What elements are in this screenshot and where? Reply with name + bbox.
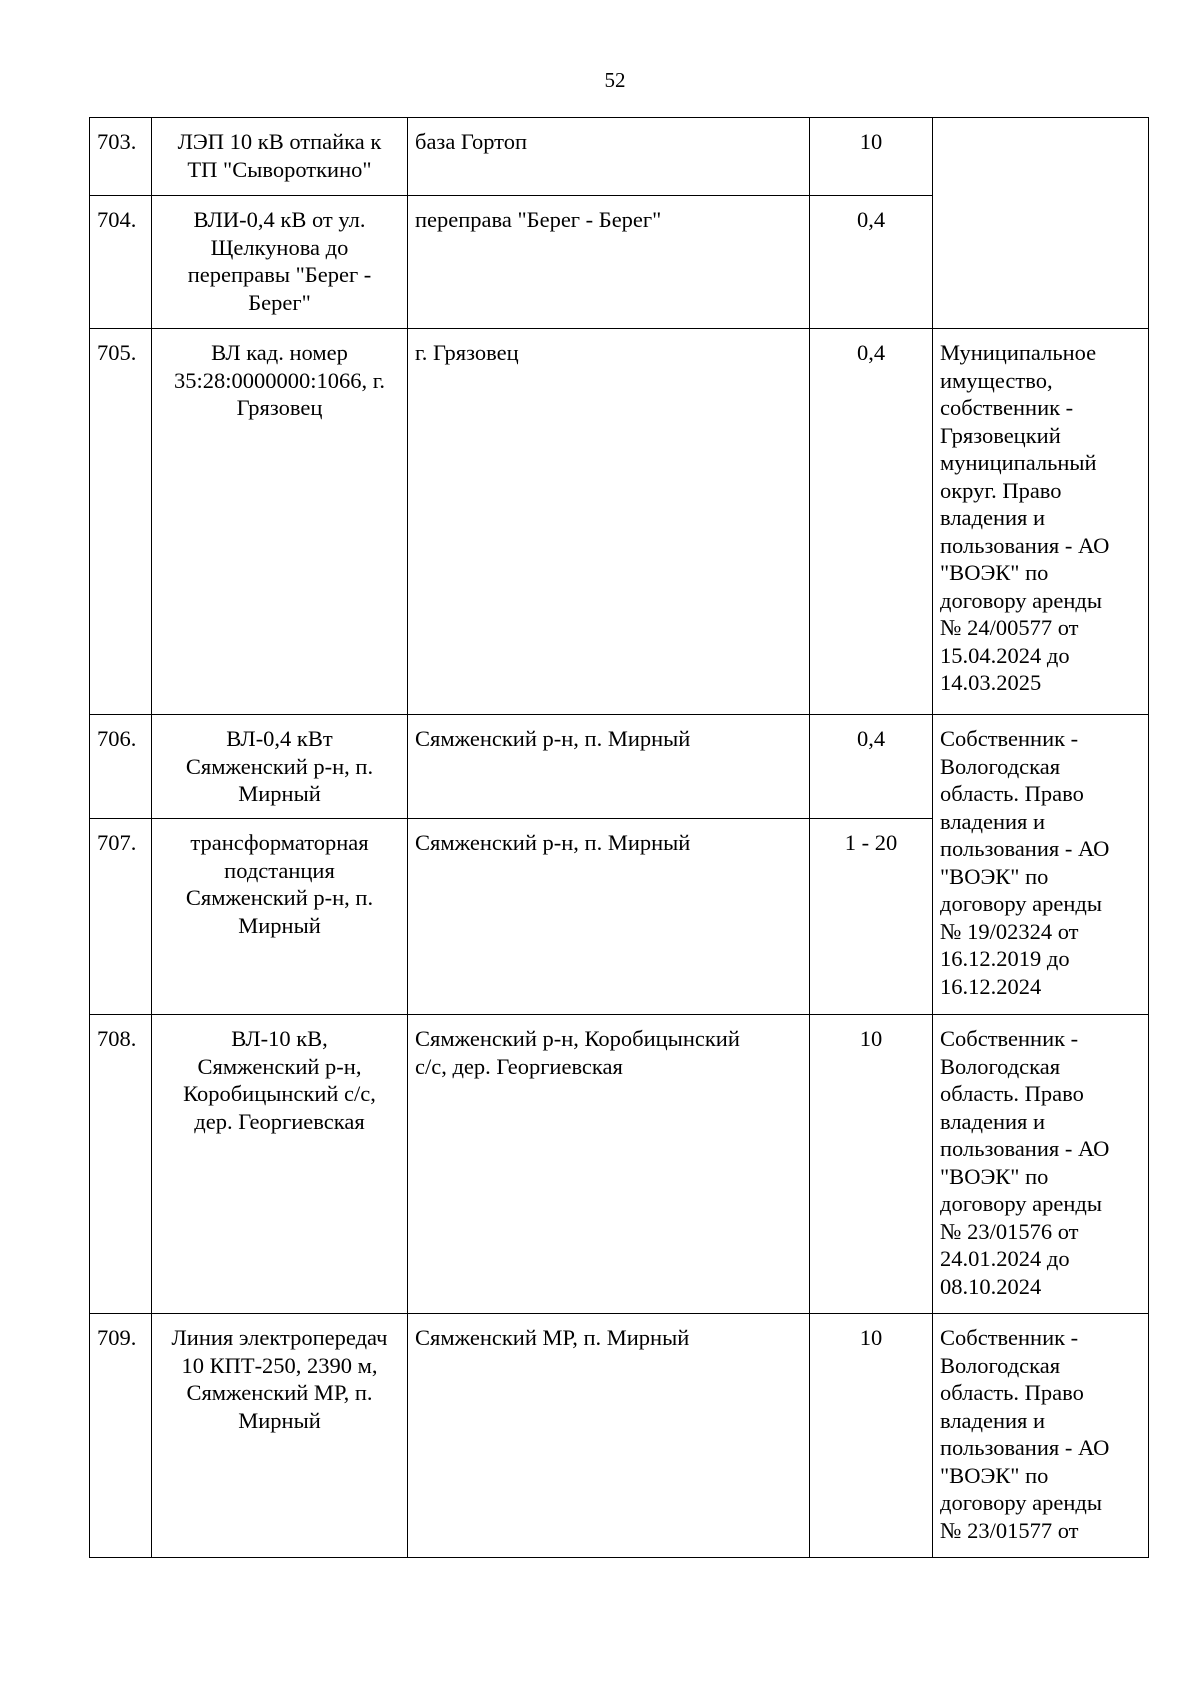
owner-line: "ВОЭК" по (940, 863, 1049, 889)
row-number: 708. (90, 1015, 152, 1314)
owner-line: договору аренды (940, 587, 1102, 613)
object-location (408, 1015, 810, 1314)
name-line: Мирный (238, 1407, 321, 1433)
object-location (408, 819, 810, 1015)
object-name (152, 196, 408, 329)
owner-line: № 23/01576 от (940, 1218, 1079, 1244)
name-line: ВЛ-10 кВ, (231, 1026, 328, 1051)
voltage: 10 (810, 118, 933, 196)
name-line: дер. Георгиевская (194, 1108, 365, 1134)
name-line: 10 КПТ-250, 2390 м, (181, 1352, 378, 1378)
owner-info (933, 1314, 1149, 1558)
row-number: 707. (90, 819, 152, 1015)
owner-line: область. Право (940, 781, 1084, 806)
voltage: 10 (810, 1314, 933, 1558)
name-line: ВЛ-0,4 кВт (226, 726, 333, 751)
name-line: Мирный (238, 781, 321, 806)
owner-line: № 23/01577 от (940, 1517, 1079, 1543)
name-line: ЛЭП 10 кВ отпайка к (177, 129, 382, 154)
owner-line: пользования - АО (940, 532, 1110, 558)
table-row (90, 329, 1149, 715)
owner-line: пользования - АО (940, 836, 1110, 861)
name-line: трансформаторная (190, 830, 369, 855)
table-row (90, 1314, 1149, 1558)
location-line: Сямженский р-н, п. Мирный (415, 830, 691, 855)
location-line: Сямженский р-н, Коробицынский (415, 1026, 740, 1051)
owner-line: Собственник - (940, 1325, 1079, 1350)
table-row (90, 715, 1149, 819)
owner-line: Вологодская (940, 753, 1061, 779)
owner-line: владения и (940, 1407, 1046, 1433)
owner-line: 24.01.2024 до (940, 1246, 1070, 1271)
row-number: 709. (90, 1314, 152, 1558)
voltage: 1 - 20 (810, 819, 933, 1015)
page-number: 52 (604, 68, 626, 92)
owner-line: Вологодская (940, 1053, 1061, 1079)
owner-line: Собственник - (940, 726, 1079, 751)
voltage: 0,4 (810, 715, 933, 819)
owner-line: имущество, (940, 367, 1053, 393)
voltage: 0,4 (810, 196, 933, 329)
row-number: 706. (90, 715, 152, 819)
object-location (408, 118, 810, 196)
owner-line: пользования - АО (940, 1136, 1110, 1161)
owner-info (933, 1015, 1149, 1314)
name-line: Сямженский р-н, п. (185, 885, 374, 910)
owner-line: округ. Право (940, 477, 1062, 503)
name-line: переправы "Берег - (187, 262, 372, 287)
owner-line: область. Право (940, 1380, 1084, 1405)
owner-line: Грязовецкий (940, 422, 1061, 448)
owner-line: владения и (940, 505, 1046, 530)
owner-line: "ВОЭК" по (940, 1462, 1049, 1488)
location-line: г. Грязовец (415, 340, 519, 365)
name-line: ВЛИ-0,4 кВ от ул. (193, 207, 366, 232)
object-location (408, 715, 810, 819)
owner-line: 16.12.2019 до (940, 946, 1070, 971)
table-row (90, 1015, 1149, 1314)
object-location (408, 196, 810, 329)
object-name (152, 819, 408, 1015)
owner-line: № 24/00577 от (940, 615, 1079, 640)
name-line: 35:28:0000000:1066, г. (173, 367, 386, 393)
row-number: 703. (90, 118, 152, 196)
name-line: Коробицынский с/с, (183, 1081, 376, 1106)
location-line: база Гортоп (415, 129, 527, 154)
voltage: 0,4 (810, 329, 933, 715)
owner-info (933, 329, 1149, 715)
table-row (90, 118, 1149, 196)
object-name (152, 329, 408, 715)
row-number: 704. (90, 196, 152, 329)
voltage: 10 (810, 1015, 933, 1314)
owner-line: Собственник - (940, 1026, 1079, 1051)
location-line: с/с, дер. Георгиевская (415, 1053, 623, 1079)
name-line: ВЛ кад. номер (211, 340, 348, 365)
name-line: Сямженский р-н, п. (185, 753, 374, 779)
location-line: переправа "Берег - Берег" (415, 207, 662, 232)
owner-line: 08.10.2024 (940, 1273, 1042, 1299)
name-line: подстанция (224, 857, 335, 883)
owner-line: 15.04.2024 до (940, 642, 1070, 668)
object-location (408, 329, 810, 715)
object-name (152, 1314, 408, 1558)
owner-line: договору аренды (940, 1191, 1102, 1216)
name-line: Грязовец (236, 395, 323, 420)
object-name (152, 118, 408, 196)
object-name (152, 715, 408, 819)
row-number: 705. (90, 329, 152, 715)
object-location (408, 1314, 810, 1558)
owner-line: № 19/02324 от (940, 918, 1079, 944)
owner-line: договору аренды (940, 891, 1102, 916)
owner-info (933, 715, 1149, 1015)
owner-line: Муниципальное (940, 340, 1097, 365)
name-line: ТП "Сывороткино" (187, 156, 372, 182)
owner-line: владения и (940, 1108, 1046, 1134)
name-line: Мирный (238, 912, 321, 938)
location-line: Сямженский МР, п. Мирный (415, 1325, 690, 1350)
owner-line: Вологодская (940, 1352, 1061, 1378)
registry-table (89, 117, 1149, 1558)
name-line: Берег" (248, 289, 311, 315)
owner-line: область. Право (940, 1081, 1084, 1106)
owner-line: пользования - АО (940, 1435, 1110, 1460)
owner-line: собственник - (940, 395, 1074, 420)
owner-line: договору аренды (940, 1490, 1102, 1515)
owner-line: 14.03.2025 (940, 670, 1042, 695)
owner-line: муниципальный (940, 450, 1097, 475)
name-line: Линия электропередач (171, 1325, 388, 1350)
owner-info-empty (933, 118, 1149, 329)
location-line: Сямженский р-н, п. Мирный (415, 726, 691, 751)
owner-line: владения и (940, 808, 1046, 834)
owner-line: "ВОЭК" по (940, 1163, 1049, 1189)
owner-line: 16.12.2024 (940, 973, 1042, 999)
name-line: Сямженский р-н, (197, 1053, 362, 1079)
object-name (152, 1015, 408, 1314)
name-line: Сямженский МР, п. (186, 1380, 373, 1405)
owner-line: "ВОЭК" по (940, 560, 1049, 585)
name-line: Щелкунова до (210, 234, 349, 260)
